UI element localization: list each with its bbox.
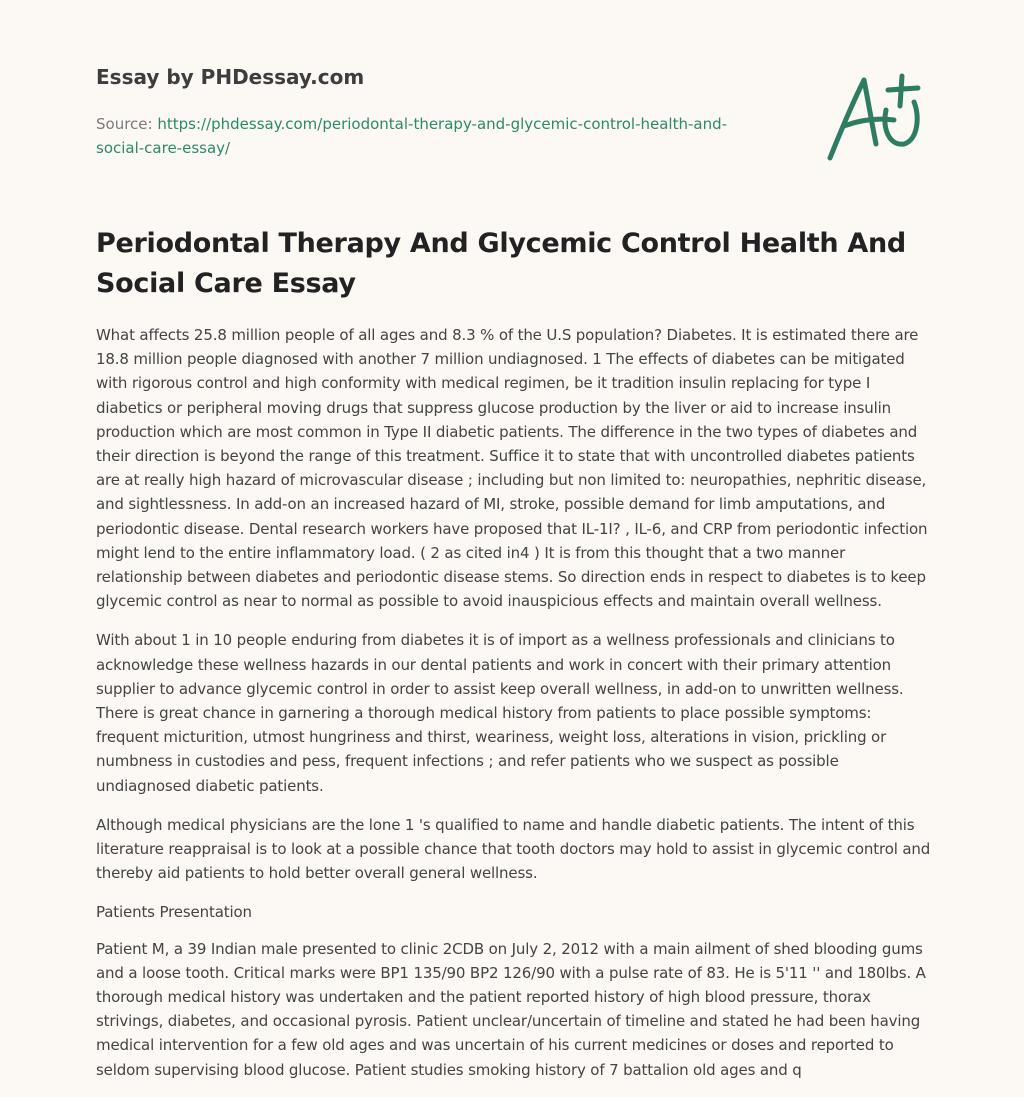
essay-title: Periodontal Therapy And Glycemic Control Health And Social Care Essay: [96, 228, 906, 299]
source-link-line-2: social-care-essay/: [96, 139, 231, 157]
source-line: [96, 112, 796, 160]
source-link[interactable]: [96, 115, 727, 157]
essay-body: [96, 323, 932, 1097]
a-plus-grade-icon: [820, 66, 930, 166]
source-link-line-1: https://phdessay.com/periodontal-therapy-and-glycemic-control-health-and-: [157, 115, 728, 133]
paragraph: Patient M, a 39 Indian male presented to clinic 2CDB on July 2, 2012 with a main ailment of shed blooding gums and a loose tooth. Critical marks were BP1 135/90 BP2 126/90 with a pulse rate of 83. He is 5'11 '' and 180lbs. A thorough medical history was undertaken and the patient reported history of high blood pressure, thorax strivings, diabetes, and occasional pyrosis. Patient unclear/uncertain of timeline and stated he had been having medical intervention for a few old ages and was uncertain of his current medicines or doses and reported to seldom supervising blood glucose. Patient studies smoking history of 7 battalion old ages and q: [96, 939, 926, 1079]
site-brand: Essay by PHDessay.com: [96, 65, 365, 89]
section-heading: Patients Presentation: [96, 903, 252, 922]
paragraph: Although medical physicians are the lone 1 's qualified to name and handle diabetic patients. The intent of this literature reappraisal is to look at a possible chance that tooth doctors may hold to assist in glycemic control and thereby aid patients to hold better overall general wellness.: [96, 815, 931, 883]
paragraph: With about 1 in 10 people enduring from diabetes it is of import as a wellness professionals and clinicians to acknowledge these wellness hazards in our dental patients and work in concert with their primary attention supplier to advance glycemic control in order to assist keep overall wellness, in add-on to unwritten wellness. There is great chance in garnering a thorough medical history from patients to place possible symptoms: frequent micturition, utmost hungriness and thirst, weariness, weight loss, alterations in vision, prickling or numbness in custodies and pess, frequent infections ; and refer patients who we suspect as possible undiagnosed diabetic patients.: [96, 631, 904, 795]
essay-header: [96, 62, 796, 160]
paragraph: What affects 25.8 million people of all ages and 8.3 % of the U.S population? Diabetes. It is estimated there are 18.8 million people diagnosed with another 7 million undiagnosed. 1 The effects of diabetes can be mitigated with rigorous control and high conformity with medical regimen, be it tradition insulin replacing for type I diabetics or peripheral moving drugs that suppress glucose production by the liver or aid to increase insulin production which are most common in Type II diabetic patients. The difference in the two types of diabetes and their direction is beyond the range of this treatment. Suffice it to state that with uncontrolled diabetes patients are at really high hazard of microvascular disease ; including but non limited to: neuropathies, nephritic disease, and sightlessness. In add-on an increased hazard of MI, stroke, possible demand for limb amputations, and periodontic disease. Dental research workers have proposed that IL-1I? , IL-6, and CRP from periodontic infection might lend to the entire inflammatory load. ( 2 as cited in4 ) It is from this thought that a two manner relationship between diabetes and periodontic disease stems. So direction ends in respect to diabetes is to keep glycemic control as near to normal as possible to avoid inauspicious effects and maintain overall wellness.: [96, 326, 928, 611]
source-label: Source:: [96, 115, 153, 133]
